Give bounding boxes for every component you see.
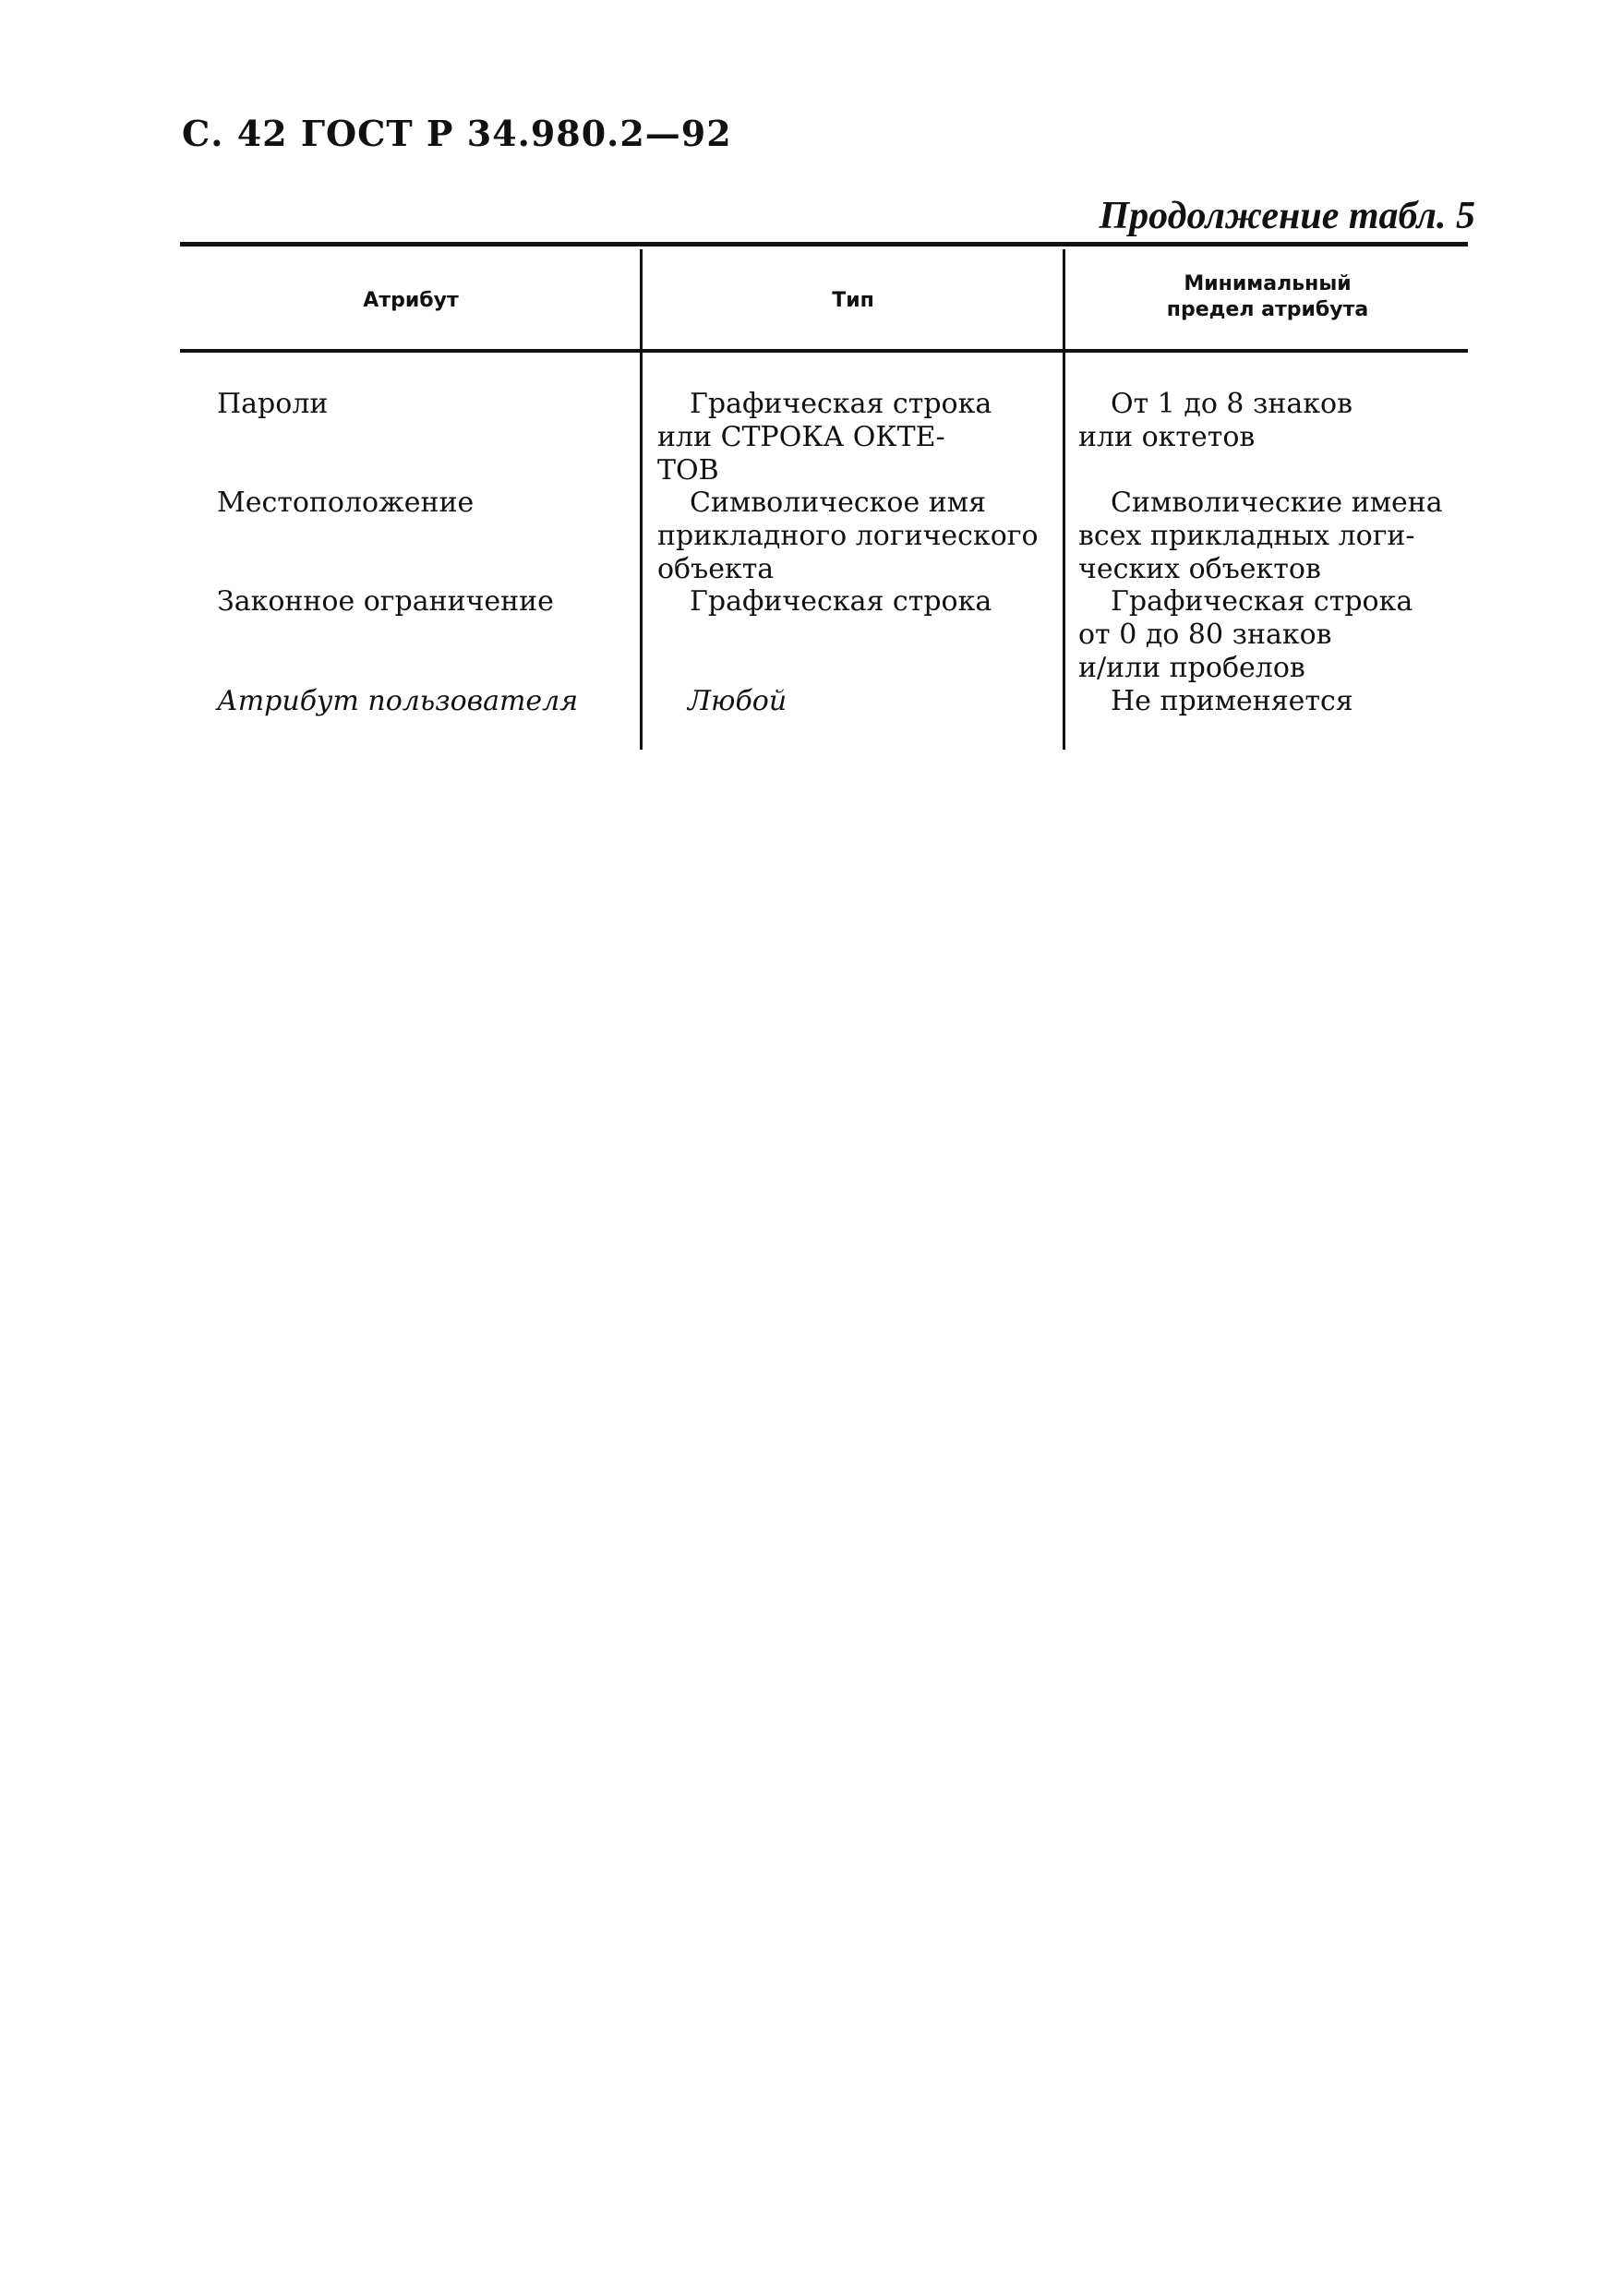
table-top-rule [180,242,1468,246]
cell-line: Графическая строка [1111,585,1413,618]
cell-line: Графическая строка [690,585,992,618]
cell-line: ТОВ [657,454,719,487]
cell-line: всех прикладных логи- [1078,520,1415,552]
column-header-attribute: Атрибут [363,289,459,312]
column-divider [1063,249,1065,351]
cell-line: или октетов [1078,421,1256,453]
column-divider [640,249,643,351]
column-divider [640,353,643,750]
table-cell-attribute: Местоположение [217,487,475,519]
table-cell-attribute: Атрибут пользователя [217,685,579,717]
column-divider [1063,353,1065,750]
column-header-type: Тип [832,289,874,312]
cell-line: объекта [657,553,775,585]
table-cell-type [657,487,1039,586]
cell-line: Любой [688,685,787,717]
cell-line: Графическая строка [690,388,992,420]
cell-line: или СТРОКА ОКТЕ- [657,421,945,453]
table-caption: Продолжение табл. 5 [1099,195,1475,237]
table-cell-limit [1078,685,1353,718]
cell-line: и/или пробелов [1078,652,1305,684]
table-cell-attribute: Законное ограничение [217,585,554,618]
table-cell-limit [1078,585,1413,685]
table-cell-limit [1078,487,1443,586]
cell-line: От 1 до 8 знаков [1111,388,1352,420]
cell-line: от 0 до 80 знаков [1078,619,1332,651]
cell-line: Символические имена [1111,487,1443,519]
cell-line: Не применяется [1111,685,1353,717]
cell-line: прикладного логического [657,520,1039,552]
page-header: С. 42 ГОСТ Р 34.980.2—92 [182,113,732,154]
table-cell-type [688,685,787,718]
table-header-rule [180,349,1468,353]
column-header-limit-line: предел атрибута [1166,298,1369,321]
table-cell-type [657,388,992,487]
cell-line: ческих объектов [1078,553,1321,585]
column-header-limit [1069,271,1466,323]
table-cell-type [657,585,992,619]
cell-line: Символическое имя [690,487,987,519]
table-cell-limit [1078,388,1352,454]
column-header-limit-line: Минимальный [1184,272,1352,295]
table-cell-attribute: Пароли [217,388,329,420]
